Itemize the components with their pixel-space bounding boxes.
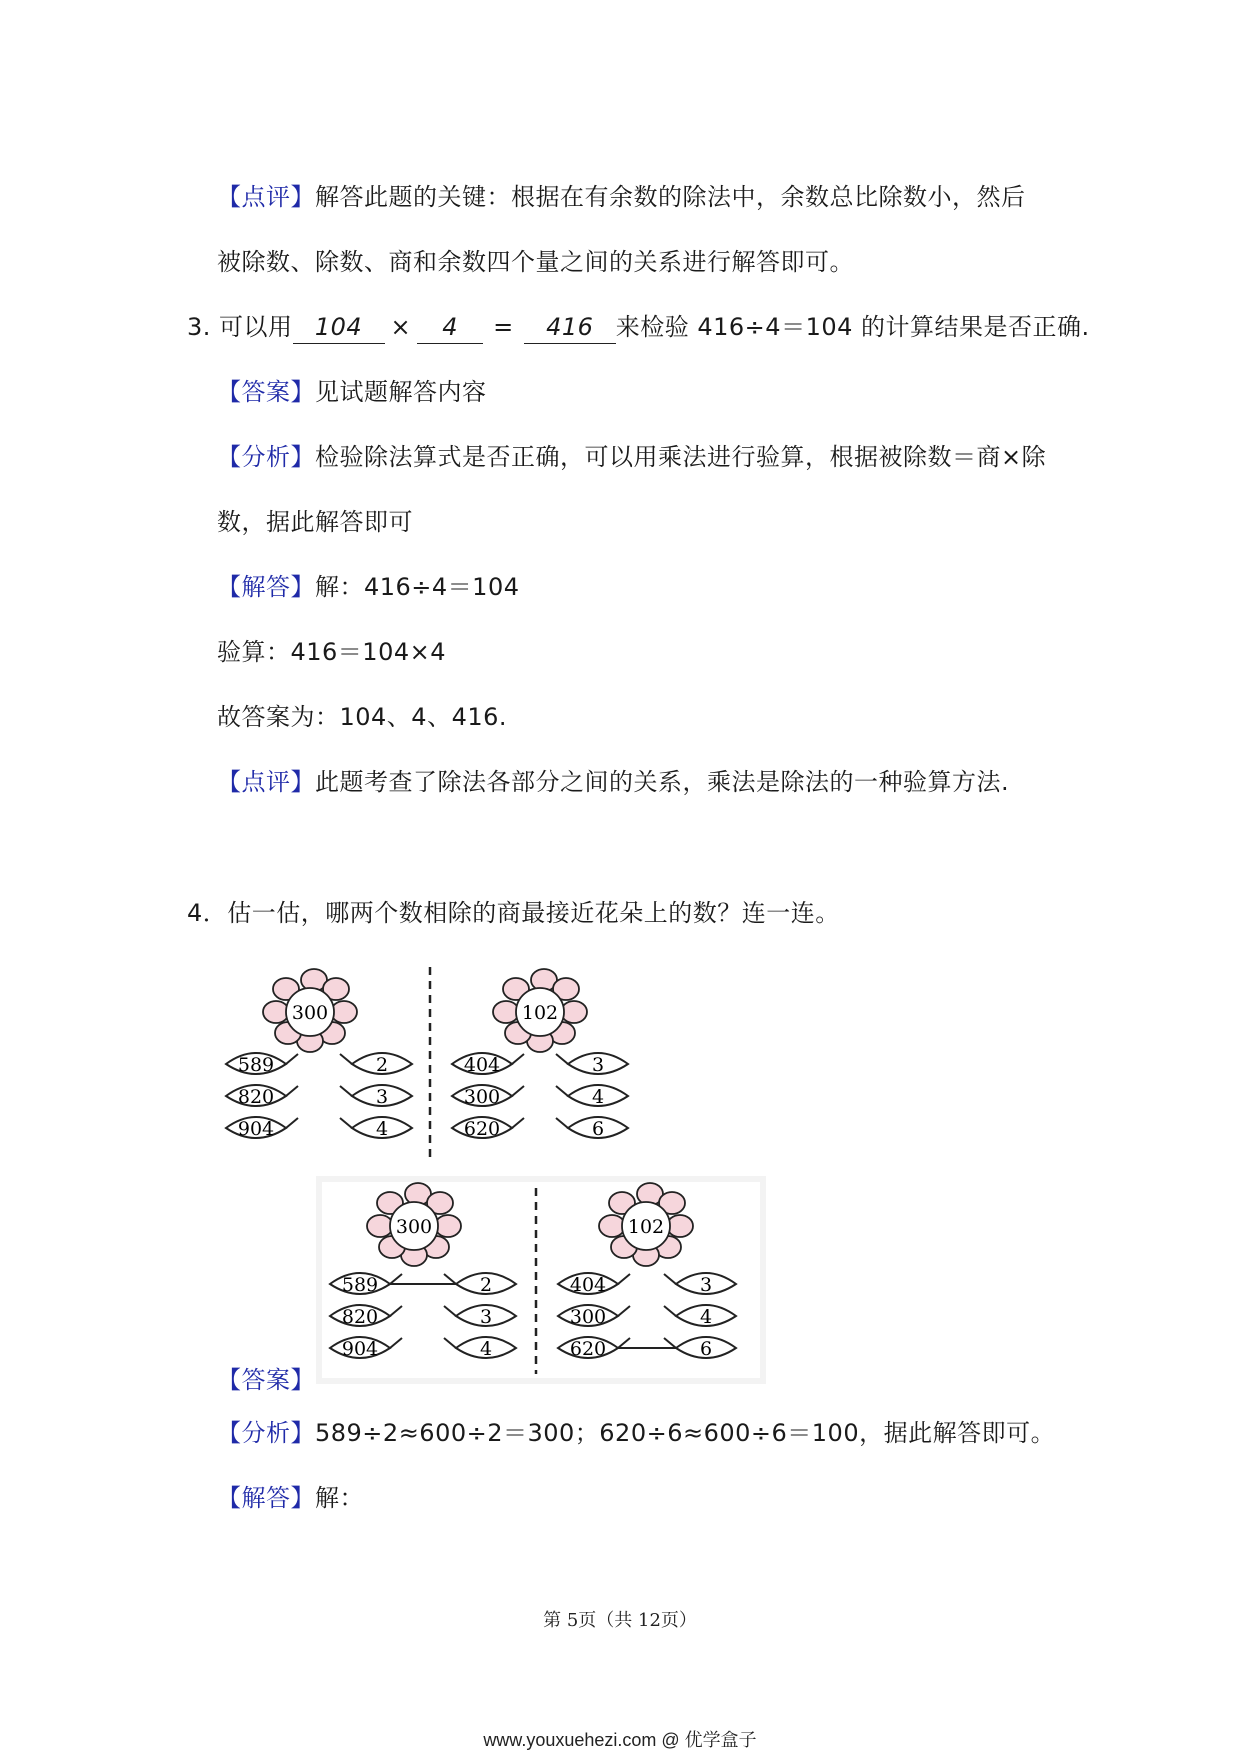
q4-question-svg [220,962,650,1162]
review-tag: 【点评】 [217,183,315,211]
dividend-leaf: 620 [463,1118,501,1140]
q3-times: × [390,313,412,341]
dividend-leaf: 620 [569,1338,607,1360]
review1-line2: 被除数、除数、商和余数四个量之间的关系进行解答即可。 [217,248,854,276]
review1-line1 [217,181,1026,213]
answer-tag: 【答案】 [217,1366,315,1394]
analysis-text: 589÷2≈600÷2＝300；620÷6≈600÷6＝100，据此解答即可。 [315,1419,1056,1447]
q4-answer-svg [316,1176,766,1384]
analysis-tag: 【分析】 [217,443,315,471]
answer-tag: 【答案】 [217,378,315,406]
flower-number: 102 [627,1216,665,1238]
divisor-leaf: 3 [699,1274,713,1296]
dividend-leaf: 589 [237,1054,275,1076]
analysis-text: 检验除法算式是否正确，可以用乘法进行验算，根据被除数＝商×除 [315,443,1047,471]
dividend-leaf: 904 [341,1338,379,1360]
q3-equals: = [493,313,514,341]
solution-text: 解： [315,1484,364,1512]
flower-number: 300 [395,1216,433,1238]
q3-blank-1: 104 [293,311,385,344]
divisor-leaf: 4 [699,1306,713,1328]
solution-tag: 【解答】 [217,573,315,601]
q3-prefix: 3. 可以用 [187,313,293,341]
answer-text: 见试题解答内容 [315,378,487,406]
q4-solution [217,1482,364,1514]
divisor-leaf: 3 [479,1306,493,1328]
flower-number: 102 [521,1002,559,1024]
q3-solution-line1 [217,571,520,603]
q4-analysis [217,1417,1055,1449]
divisor-leaf: 4 [591,1086,605,1108]
divisor-leaf: 4 [479,1338,493,1360]
question-3 [187,311,1090,344]
divisor-leaf: 2 [375,1054,389,1076]
flower-number: 300 [291,1002,329,1024]
analysis-tag: 【分析】 [217,1419,315,1447]
divisor-leaf: 3 [375,1086,389,1108]
solution-tag: 【解答】 [217,1484,315,1512]
q4-answer [217,1364,315,1396]
q3-solution-line3: 故答案为：104、4、416. [217,703,508,731]
q4-answer-figure [316,1176,766,1384]
review-text: 此题考查了除法各部分之间的关系，乘法是除法的一种验算方法. [315,768,1010,796]
q4-question-figure [220,962,650,1162]
divisor-leaf: 2 [479,1274,493,1296]
dividend-leaf: 589 [341,1274,379,1296]
flower-left [263,969,357,1052]
dividend-leaf: 820 [237,1086,275,1108]
q3-suffix: 来检验 416÷4＝104 的计算结果是否正确. [615,313,1090,341]
dividend-leaf: 300 [463,1086,501,1108]
dividend-leaf: 300 [569,1306,607,1328]
dividend-leaf: 820 [341,1306,379,1328]
q3-blank-2: 4 [417,311,483,344]
dividend-leaf: 404 [569,1274,607,1296]
site-watermark: www.youxuehezi.com @ 优学盒子 [483,1730,757,1750]
divisor-leaf: 4 [375,1118,389,1140]
divisor-leaf: 3 [591,1054,605,1076]
q3-answer [217,376,487,408]
question-4: 4．估一估，哪两个数相除的商最接近花朵上的数？连一连。 [187,899,840,927]
review-text: 解答此题的关键：根据在有余数的除法中，余数总比除数小，然后 [315,183,1026,211]
dividend-leaf: 404 [463,1054,501,1076]
solution-text: 解：416÷4＝104 [315,573,520,601]
q3-analysis-line2: 数，据此解答即可 [217,508,413,536]
q3-review [217,766,1009,798]
dividend-leaf: 904 [237,1118,275,1140]
q3-solution-line2: 验算：416＝104×4 [217,638,446,666]
page-number: 第 5页（共 12页） [543,1610,697,1631]
review-tag: 【点评】 [217,768,315,796]
divisor-leaf: 6 [699,1338,713,1360]
divisor-leaf: 6 [591,1118,605,1140]
q3-blank-3: 416 [524,311,616,344]
q3-analysis-line1 [217,441,1046,473]
flower-right [493,969,587,1052]
